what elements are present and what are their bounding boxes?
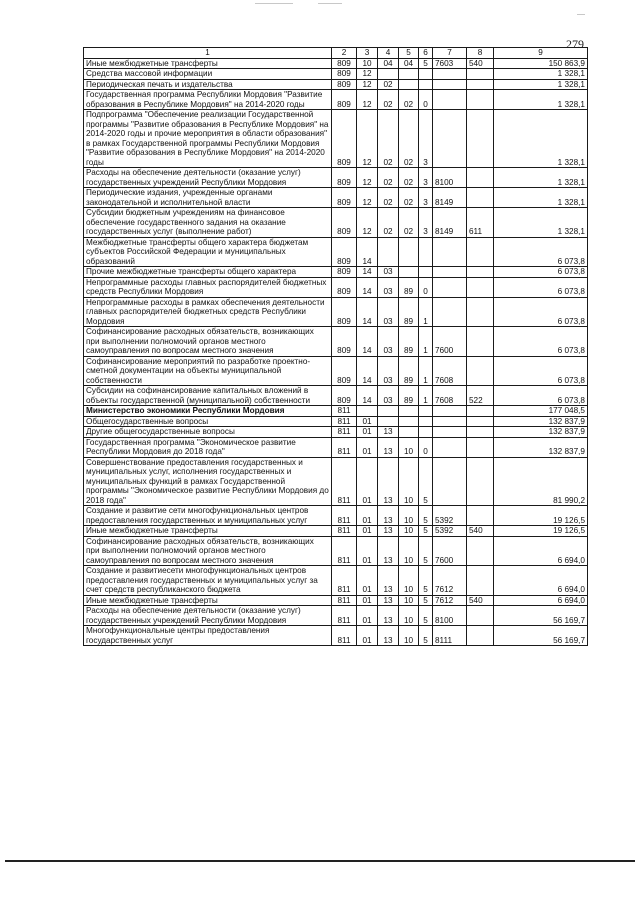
row-code-c8 bbox=[467, 69, 494, 80]
row-code-c7 bbox=[433, 297, 467, 327]
row-name: Прочие межбюджетные трансферты общего характера bbox=[84, 267, 332, 278]
row-code-c7: 7600 bbox=[433, 327, 467, 357]
table-body bbox=[84, 58, 588, 646]
row-code-c8 bbox=[467, 506, 494, 526]
row-code-c3: 01 bbox=[357, 595, 378, 606]
table-row bbox=[84, 356, 588, 386]
row-code-c5 bbox=[399, 406, 419, 417]
row-code-c6: 5 bbox=[419, 457, 433, 506]
budget-table bbox=[83, 47, 588, 646]
row-code-c8 bbox=[467, 437, 494, 457]
table-row bbox=[84, 457, 588, 506]
table-row bbox=[84, 526, 588, 537]
table-row bbox=[84, 188, 588, 208]
row-amount: 6 694,0 bbox=[494, 536, 588, 566]
row-code-c5: 10 bbox=[399, 457, 419, 506]
row-code-c7: 8149 bbox=[433, 188, 467, 208]
table-row bbox=[84, 110, 588, 168]
row-code-c3: 14 bbox=[357, 277, 378, 297]
row-code-c7 bbox=[433, 69, 467, 80]
row-code-c2: 809 bbox=[332, 168, 357, 188]
row-code-c2: 809 bbox=[332, 356, 357, 386]
table-row bbox=[84, 90, 588, 110]
row-code-c4: 03 bbox=[378, 297, 399, 327]
row-code-c4: 13 bbox=[378, 457, 399, 506]
row-code-c2: 811 bbox=[332, 437, 357, 457]
row-name: Субсидии на софинансирование капитальных вложений в объекты государственной (муниципальной) собственности bbox=[84, 386, 332, 406]
row-name: Периодические издания, учрежденные органами законодательной и исполнительной власти bbox=[84, 188, 332, 208]
row-code-c2: 811 bbox=[332, 595, 357, 606]
row-code-c5: 02 bbox=[399, 110, 419, 168]
row-code-c3: 14 bbox=[357, 386, 378, 406]
row-name: Межбюджетные трансферты общего характера бюджетам субъектов Российской Федерации и муниципальных образований bbox=[84, 237, 332, 267]
row-code-c3: 14 bbox=[357, 327, 378, 357]
row-amount: 19 126,5 bbox=[494, 526, 588, 537]
row-name: Подпрограмма "Обеспечение реализации Государственной программы "Развитие образования в Республике Мордовия" на 2014-2020 годы и прочие мероприятия в области образования" в рамках Государственной программы Республики Мордовия "Развитие образования в Республике Мордовия" на 2014-2020 годы bbox=[84, 110, 332, 168]
row-code-c2: 809 bbox=[332, 386, 357, 406]
table-row bbox=[84, 427, 588, 438]
row-code-c4: 02 bbox=[378, 168, 399, 188]
row-code-c7: 7603 bbox=[433, 58, 467, 69]
row-code-c7 bbox=[433, 237, 467, 267]
row-code-c6 bbox=[419, 79, 433, 90]
row-code-c2: 809 bbox=[332, 327, 357, 357]
row-code-c5: 02 bbox=[399, 168, 419, 188]
row-code-c5: 10 bbox=[399, 536, 419, 566]
row-code-c8 bbox=[467, 406, 494, 417]
row-code-c4: 13 bbox=[378, 626, 399, 646]
row-code-c3: 14 bbox=[357, 237, 378, 267]
row-code-c7 bbox=[433, 79, 467, 90]
table-row bbox=[84, 386, 588, 406]
row-amount: 56 169,7 bbox=[494, 626, 588, 646]
row-code-c3: 01 bbox=[357, 427, 378, 438]
row-code-c4 bbox=[378, 406, 399, 417]
row-code-c8 bbox=[467, 188, 494, 208]
row-name: Иные межбюджетные трансферты bbox=[84, 58, 332, 69]
row-code-c4: 13 bbox=[378, 536, 399, 566]
row-amount: 6 073,8 bbox=[494, 297, 588, 327]
row-code-c3: 14 bbox=[357, 356, 378, 386]
row-code-c4 bbox=[378, 237, 399, 267]
table-row bbox=[84, 506, 588, 526]
table-row bbox=[84, 327, 588, 357]
row-code-c6: 3 bbox=[419, 188, 433, 208]
row-amount: 1 328,1 bbox=[494, 69, 588, 80]
row-code-c8 bbox=[467, 356, 494, 386]
row-code-c4: 02 bbox=[378, 188, 399, 208]
row-name: Другие общегосударственные вопросы bbox=[84, 427, 332, 438]
column-header: 3 bbox=[357, 48, 378, 59]
row-code-c6: 3 bbox=[419, 110, 433, 168]
row-code-c8 bbox=[467, 267, 494, 278]
row-code-c7 bbox=[433, 437, 467, 457]
row-code-c4: 03 bbox=[378, 267, 399, 278]
row-code-c3: 12 bbox=[357, 168, 378, 188]
row-name: Субсидии бюджетным учреждениям на финансовое обеспечение государственного задания на оказание государственных услуг (выполнение работ) bbox=[84, 208, 332, 238]
row-code-c8 bbox=[467, 606, 494, 626]
table-row bbox=[84, 237, 588, 267]
row-code-c5: 10 bbox=[399, 526, 419, 537]
row-code-c4: 02 bbox=[378, 79, 399, 90]
row-code-c2: 809 bbox=[332, 277, 357, 297]
row-code-c7: 7608 bbox=[433, 386, 467, 406]
row-amount: 132 837,9 bbox=[494, 437, 588, 457]
row-code-c2: 809 bbox=[332, 79, 357, 90]
row-code-c3: 12 bbox=[357, 69, 378, 80]
table-row bbox=[84, 267, 588, 278]
row-amount: 6 073,8 bbox=[494, 356, 588, 386]
row-code-c8: 611 bbox=[467, 208, 494, 238]
row-code-c8 bbox=[467, 237, 494, 267]
row-code-c6 bbox=[419, 237, 433, 267]
row-code-c6: 5 bbox=[419, 506, 433, 526]
row-code-c5: 02 bbox=[399, 188, 419, 208]
table-row bbox=[84, 208, 588, 238]
row-code-c6 bbox=[419, 416, 433, 427]
row-code-c5: 89 bbox=[399, 277, 419, 297]
row-code-c5: 10 bbox=[399, 606, 419, 626]
row-code-c7 bbox=[433, 277, 467, 297]
row-code-c5: 89 bbox=[399, 386, 419, 406]
row-code-c5: 02 bbox=[399, 208, 419, 238]
row-name: Расходы на обеспечение деятельности (оказание услуг) государственных учреждений Республики Мордовия bbox=[84, 168, 332, 188]
row-code-c8 bbox=[467, 327, 494, 357]
row-code-c4: 13 bbox=[378, 437, 399, 457]
row-code-c8 bbox=[467, 168, 494, 188]
row-code-c6: 5 bbox=[419, 536, 433, 566]
row-code-c3: 01 bbox=[357, 416, 378, 427]
row-code-c3 bbox=[357, 406, 378, 417]
row-code-c7: 5392 bbox=[433, 526, 467, 537]
row-code-c7 bbox=[433, 90, 467, 110]
row-code-c5 bbox=[399, 427, 419, 438]
row-code-c3: 01 bbox=[357, 566, 378, 596]
row-code-c2: 809 bbox=[332, 58, 357, 69]
column-header: 6 bbox=[419, 48, 433, 59]
row-code-c7: 7600 bbox=[433, 536, 467, 566]
row-code-c6 bbox=[419, 406, 433, 417]
row-code-c8 bbox=[467, 110, 494, 168]
row-name: Государственная программа Республики Мордовия "Развитие образования в Республике Мордовия" на 2014-2020 годы bbox=[84, 90, 332, 110]
column-header: 9 bbox=[494, 48, 588, 59]
row-code-c5: 10 bbox=[399, 566, 419, 596]
row-code-c6: 1 bbox=[419, 297, 433, 327]
table-row bbox=[84, 79, 588, 90]
row-code-c3: 01 bbox=[357, 606, 378, 626]
row-code-c3: 01 bbox=[357, 536, 378, 566]
row-code-c3: 01 bbox=[357, 437, 378, 457]
row-code-c2: 811 bbox=[332, 506, 357, 526]
row-code-c4: 02 bbox=[378, 110, 399, 168]
column-header: 1 bbox=[84, 48, 332, 59]
row-code-c4: 13 bbox=[378, 606, 399, 626]
row-code-c2: 811 bbox=[332, 406, 357, 417]
row-code-c6: 0 bbox=[419, 277, 433, 297]
column-header: 8 bbox=[467, 48, 494, 59]
row-code-c7: 7612 bbox=[433, 595, 467, 606]
row-amount: 132 837,9 bbox=[494, 416, 588, 427]
row-code-c3: 14 bbox=[357, 267, 378, 278]
row-code-c3: 01 bbox=[357, 526, 378, 537]
row-code-c6 bbox=[419, 427, 433, 438]
row-code-c3: 10 bbox=[357, 58, 378, 69]
row-code-c2: 811 bbox=[332, 626, 357, 646]
row-code-c5 bbox=[399, 416, 419, 427]
row-amount: 56 169,7 bbox=[494, 606, 588, 626]
table-row bbox=[84, 437, 588, 457]
row-code-c7 bbox=[433, 406, 467, 417]
row-code-c2: 811 bbox=[332, 566, 357, 596]
row-code-c7 bbox=[433, 267, 467, 278]
row-code-c6: 0 bbox=[419, 90, 433, 110]
row-code-c2: 809 bbox=[332, 267, 357, 278]
row-code-c2: 811 bbox=[332, 457, 357, 506]
row-code-c6: 1 bbox=[419, 356, 433, 386]
row-code-c7: 8100 bbox=[433, 168, 467, 188]
row-name: Периодическая печать и издательства bbox=[84, 79, 332, 90]
row-code-c5 bbox=[399, 267, 419, 278]
row-code-c6: 5 bbox=[419, 606, 433, 626]
row-amount: 6 073,8 bbox=[494, 386, 588, 406]
row-code-c8 bbox=[467, 90, 494, 110]
scan-artifact bbox=[577, 14, 585, 15]
row-amount: 6 073,8 bbox=[494, 237, 588, 267]
row-code-c8 bbox=[467, 626, 494, 646]
row-code-c7 bbox=[433, 416, 467, 427]
row-amount: 1 328,1 bbox=[494, 208, 588, 238]
row-amount: 132 837,9 bbox=[494, 427, 588, 438]
row-name: Совершенствование предоставления государственных и муниципальных услуг, исполнения государственных и муниципальных функций в рамках Государственной программы "Экономическое развитие Республики Мордовия до 2018 года" bbox=[84, 457, 332, 506]
page-number: 279 bbox=[566, 37, 584, 51]
row-code-c6 bbox=[419, 267, 433, 278]
row-code-c6: 3 bbox=[419, 208, 433, 238]
row-code-c2: 811 bbox=[332, 606, 357, 626]
row-code-c2: 809 bbox=[332, 69, 357, 80]
row-code-c4: 03 bbox=[378, 277, 399, 297]
row-amount: 6 073,8 bbox=[494, 277, 588, 297]
row-code-c5: 89 bbox=[399, 327, 419, 357]
row-code-c8: 540 bbox=[467, 58, 494, 69]
table-row bbox=[84, 168, 588, 188]
column-header: 7 bbox=[433, 48, 467, 59]
row-amount: 177 048,5 bbox=[494, 406, 588, 417]
row-code-c7: 7608 bbox=[433, 356, 467, 386]
row-amount: 81 990,2 bbox=[494, 457, 588, 506]
row-code-c5: 89 bbox=[399, 297, 419, 327]
row-code-c2: 809 bbox=[332, 188, 357, 208]
row-code-c8: 540 bbox=[467, 526, 494, 537]
row-code-c7: 7612 bbox=[433, 566, 467, 596]
row-code-c3: 12 bbox=[357, 110, 378, 168]
row-code-c7: 8149 bbox=[433, 208, 467, 238]
row-name: Создание и развитие сети многофункциональных центров предоставления государственных и муниципальных услуг bbox=[84, 506, 332, 526]
row-code-c5 bbox=[399, 237, 419, 267]
row-amount: 1 328,1 bbox=[494, 188, 588, 208]
row-code-c7 bbox=[433, 427, 467, 438]
row-code-c8: 522 bbox=[467, 386, 494, 406]
table-row bbox=[84, 406, 588, 417]
row-code-c3: 12 bbox=[357, 90, 378, 110]
row-name: Общегосударственные вопросы bbox=[84, 416, 332, 427]
row-name: Министерство экономики Республики Мордовия bbox=[84, 406, 332, 417]
scan-artifact bbox=[318, 3, 342, 4]
row-code-c7: 5392 bbox=[433, 506, 467, 526]
row-code-c2: 809 bbox=[332, 110, 357, 168]
table-row bbox=[84, 626, 588, 646]
row-code-c6: 1 bbox=[419, 327, 433, 357]
row-code-c5: 89 bbox=[399, 356, 419, 386]
row-code-c8 bbox=[467, 79, 494, 90]
column-header: 4 bbox=[378, 48, 399, 59]
row-code-c8 bbox=[467, 416, 494, 427]
row-code-c4: 13 bbox=[378, 526, 399, 537]
table-row bbox=[84, 277, 588, 297]
row-code-c5: 10 bbox=[399, 506, 419, 526]
row-name: Расходы на обеспечение деятельности (оказание услуг) государственных учреждений Республики Мордовия bbox=[84, 606, 332, 626]
row-code-c2: 811 bbox=[332, 427, 357, 438]
row-code-c8 bbox=[467, 277, 494, 297]
table-header-row bbox=[84, 48, 588, 59]
row-name: Софинансирование расходных обязательств, возникающих при выполнении полномочий органов местного самоуправления по вопросам местного значения bbox=[84, 536, 332, 566]
row-name: Создание и развитиесети многофункциональных центров предоставления государственных и муниципальных услуг за счет средств республиканского бюджета bbox=[84, 566, 332, 596]
row-code-c4: 13 bbox=[378, 506, 399, 526]
row-code-c3: 01 bbox=[357, 457, 378, 506]
row-code-c2: 811 bbox=[332, 416, 357, 427]
row-amount: 6 073,8 bbox=[494, 327, 588, 357]
row-code-c4: 02 bbox=[378, 208, 399, 238]
row-code-c6: 5 bbox=[419, 595, 433, 606]
table-row bbox=[84, 566, 588, 596]
row-name: Непрограммные расходы в рамках обеспечения деятельности главных распорядителей бюджетных средств Республики Мордовия bbox=[84, 297, 332, 327]
row-name: Непрограммные расходы главных распорядителей бюджетных средств Республики Мордовия bbox=[84, 277, 332, 297]
row-name: Средства массовой информации bbox=[84, 69, 332, 80]
row-code-c4: 13 bbox=[378, 566, 399, 596]
row-amount: 1 328,1 bbox=[494, 168, 588, 188]
row-amount: 1 328,1 bbox=[494, 79, 588, 90]
row-code-c2: 809 bbox=[332, 90, 357, 110]
row-amount: 6 073,8 bbox=[494, 267, 588, 278]
row-code-c3: 01 bbox=[357, 626, 378, 646]
row-code-c7: 8111 bbox=[433, 626, 467, 646]
row-amount: 6 694,0 bbox=[494, 595, 588, 606]
row-code-c6 bbox=[419, 69, 433, 80]
row-code-c5: 10 bbox=[399, 595, 419, 606]
row-code-c5: 04 bbox=[399, 58, 419, 69]
row-code-c2: 809 bbox=[332, 297, 357, 327]
row-name: Многофункциональные центры предоставления государственных услуг bbox=[84, 626, 332, 646]
row-amount: 19 126,5 bbox=[494, 506, 588, 526]
row-code-c2: 809 bbox=[332, 208, 357, 238]
column-header: 5 bbox=[399, 48, 419, 59]
row-code-c4 bbox=[378, 69, 399, 80]
row-code-c5: 02 bbox=[399, 90, 419, 110]
table-row bbox=[84, 536, 588, 566]
row-code-c3: 12 bbox=[357, 208, 378, 238]
row-name: Иные межбюджетные трансферты bbox=[84, 595, 332, 606]
row-amount: 6 694,0 bbox=[494, 566, 588, 596]
row-code-c8 bbox=[467, 297, 494, 327]
row-code-c2: 811 bbox=[332, 536, 357, 566]
row-code-c2: 809 bbox=[332, 237, 357, 267]
row-code-c5 bbox=[399, 69, 419, 80]
row-code-c5: 10 bbox=[399, 437, 419, 457]
row-code-c6: 5 bbox=[419, 58, 433, 69]
table-row bbox=[84, 58, 588, 69]
row-code-c6: 5 bbox=[419, 626, 433, 646]
row-name: Государственная программа "Экономическое развитие Республики Мордовия до 2018 года" bbox=[84, 437, 332, 457]
row-code-c5: 10 bbox=[399, 626, 419, 646]
row-code-c6: 3 bbox=[419, 168, 433, 188]
column-header: 2 bbox=[332, 48, 357, 59]
page-bottom-rule bbox=[5, 860, 635, 862]
table-row bbox=[84, 69, 588, 80]
row-code-c4: 03 bbox=[378, 356, 399, 386]
row-code-c8 bbox=[467, 427, 494, 438]
row-code-c4 bbox=[378, 416, 399, 427]
row-code-c8 bbox=[467, 457, 494, 506]
row-code-c4: 13 bbox=[378, 595, 399, 606]
row-code-c6: 1 bbox=[419, 386, 433, 406]
row-code-c4: 04 bbox=[378, 58, 399, 69]
row-code-c3: 14 bbox=[357, 297, 378, 327]
row-code-c4: 03 bbox=[378, 386, 399, 406]
table-row bbox=[84, 416, 588, 427]
row-amount: 150 863,9 bbox=[494, 58, 588, 69]
row-code-c6: 5 bbox=[419, 526, 433, 537]
scan-artifact bbox=[255, 3, 293, 4]
row-name: Софинансирование мероприятий по разработке проектно-сметной документации на объекты муниципальной собственности bbox=[84, 356, 332, 386]
row-code-c8 bbox=[467, 566, 494, 596]
row-code-c3: 01 bbox=[357, 506, 378, 526]
row-amount: 1 328,1 bbox=[494, 90, 588, 110]
row-code-c8 bbox=[467, 536, 494, 566]
table-row bbox=[84, 297, 588, 327]
row-code-c3: 12 bbox=[357, 79, 378, 90]
row-code-c7 bbox=[433, 110, 467, 168]
row-name: Иные межбюджетные трансферты bbox=[84, 526, 332, 537]
row-code-c4: 02 bbox=[378, 90, 399, 110]
row-code-c4: 13 bbox=[378, 427, 399, 438]
row-code-c3: 12 bbox=[357, 188, 378, 208]
row-code-c6: 0 bbox=[419, 437, 433, 457]
row-name: Софинансирование расходных обязательств, возникающих при выполнении полномочий органов местного самоуправления по вопросам местного значения bbox=[84, 327, 332, 357]
table-row bbox=[84, 595, 588, 606]
row-code-c5 bbox=[399, 79, 419, 90]
row-code-c2: 811 bbox=[332, 526, 357, 537]
row-code-c7: 8100 bbox=[433, 606, 467, 626]
row-code-c8: 540 bbox=[467, 595, 494, 606]
row-amount: 1 328,1 bbox=[494, 110, 588, 168]
row-code-c7 bbox=[433, 457, 467, 506]
table-row bbox=[84, 606, 588, 626]
row-code-c4: 03 bbox=[378, 327, 399, 357]
row-code-c6: 5 bbox=[419, 566, 433, 596]
